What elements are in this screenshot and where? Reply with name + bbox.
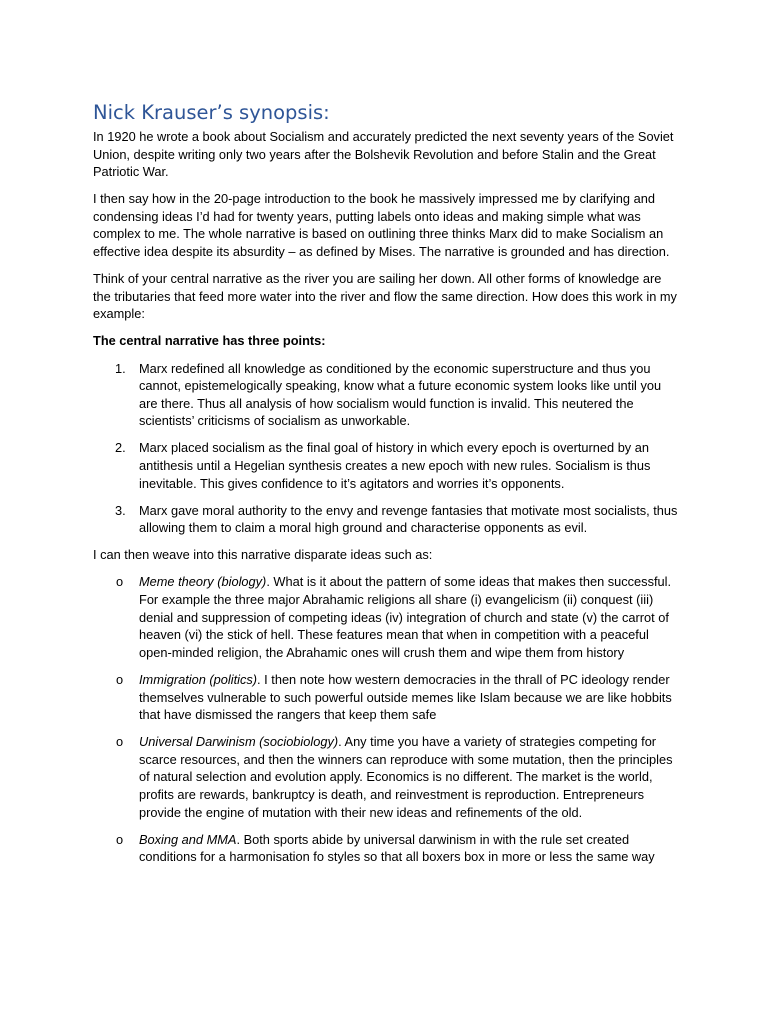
idea-text: . I then note how western democracies in the thrall of PC ideology render themselves vulnerable to such powerful outside memes like Islam because we are like hobbits that have dismissed the rangers that keep them safe xyxy=(139,671,672,723)
bullet-icon: o xyxy=(116,734,124,750)
ideas-list xyxy=(93,573,678,865)
list-item xyxy=(93,439,678,492)
intro-paragraph: I then say how in the 20-page introduction to the book he massively impressed me by clarifying and condensing ideas I’d had for twenty years, putting labels onto ideas and making simple what was complex to me. The whole narrative is based on outlining three thinks Marx did to make Socialism an effective idea despite its absurdity – as defined by Mises. The narrative is grounded and has direction. xyxy=(93,191,670,260)
idea-text: . What is it about the pattern of some ideas that makes then successful. For example the three major Abrahamic religions all share (i) evangelicism (ii) conquest (iii) denial and suppression of competing ideas (iv) integration of church and state (v) the carrot of heaven (vi) the stick of hell. These features mean that when in competition with a peaceful open-minded religion, the Abrahamic ones will crush them and wipe them from history xyxy=(139,574,672,660)
list-item xyxy=(93,671,678,724)
central-points-list xyxy=(93,360,678,537)
list-item xyxy=(93,502,678,537)
list-item xyxy=(93,573,678,661)
idea-topic: Meme theory (biology) xyxy=(139,574,267,590)
list-item xyxy=(93,733,678,821)
list-number: 1. xyxy=(115,360,126,376)
idea-topic: Immigration (politics) xyxy=(139,671,258,687)
intro-paragraph: In 1920 he wrote a book about Socialism and accurately predicted the next seventy years of the Soviet Union, despite writing only two years after the Bolshevik Revolution and before Stalin and the Great Patriotic War. xyxy=(93,129,674,180)
list-number: 2. xyxy=(115,440,126,456)
document-title: Nick Krauser’s synopsis: xyxy=(93,101,330,124)
idea-text: . Both sports abide by universal darwinism in with the rule set created conditions for a harmonisation fo styles so that all boxers box in more or less the same way xyxy=(139,831,655,865)
list-item-text: Marx gave moral authority to the envy and revenge fantasies that motivate most socialists, thus allowing them to claim a moral high ground and characterise opponents as evil. xyxy=(139,502,678,536)
list-item xyxy=(93,360,678,430)
list-item-text: Marx placed socialism as the final goal of history in which every epoch is overturned by an antithesis until a Hegelian synthesis creates a new epoch with new rules. Socialism is thus inevitable. This gives confidence to it’s agitators and worries it’s opponents. xyxy=(139,440,651,491)
bullet-icon: o xyxy=(116,574,124,590)
list-item-text: Marx redefined all knowledge as conditioned by the economic superstructure and thus you cannot, epistemelogically speaking, know what a future economic system looks like until you are there. Thus all analysis of how socialism would function is invalid. This neutered the scientists’ criticisms of socialism as unworkable. xyxy=(139,360,662,429)
intro-paragraph: Think of your central narrative as the river you are sailing her down. All other forms of knowledge are the tributaries that feed more water into the river and flow the same direction. How does this work in my example: xyxy=(93,271,677,322)
bullet-icon: o xyxy=(116,671,124,687)
points-heading: The central narrative has three points: xyxy=(93,333,326,349)
list-number: 3. xyxy=(115,502,126,518)
bullet-icon: o xyxy=(116,831,124,847)
idea-topic: Boxing and MMA xyxy=(139,831,237,847)
idea-text: . Any time you have a variety of strategies competing for scarce resources, and then the winners can reproduce with some mutation, then the principles of natural selection and evolution apply. Economics is no different. The market is the world, profits are rewards, bankruptcy is death, and reinvestment is reproduction. Entrepreneurs provide the engine of mutation with their new ideas and refinements of the old. xyxy=(139,734,673,820)
idea-topic: Universal Darwinism (sociobiology) xyxy=(139,734,339,750)
list-item xyxy=(93,831,678,866)
weave-intro: I can then weave into this narrative disparate ideas such as: xyxy=(93,547,433,563)
